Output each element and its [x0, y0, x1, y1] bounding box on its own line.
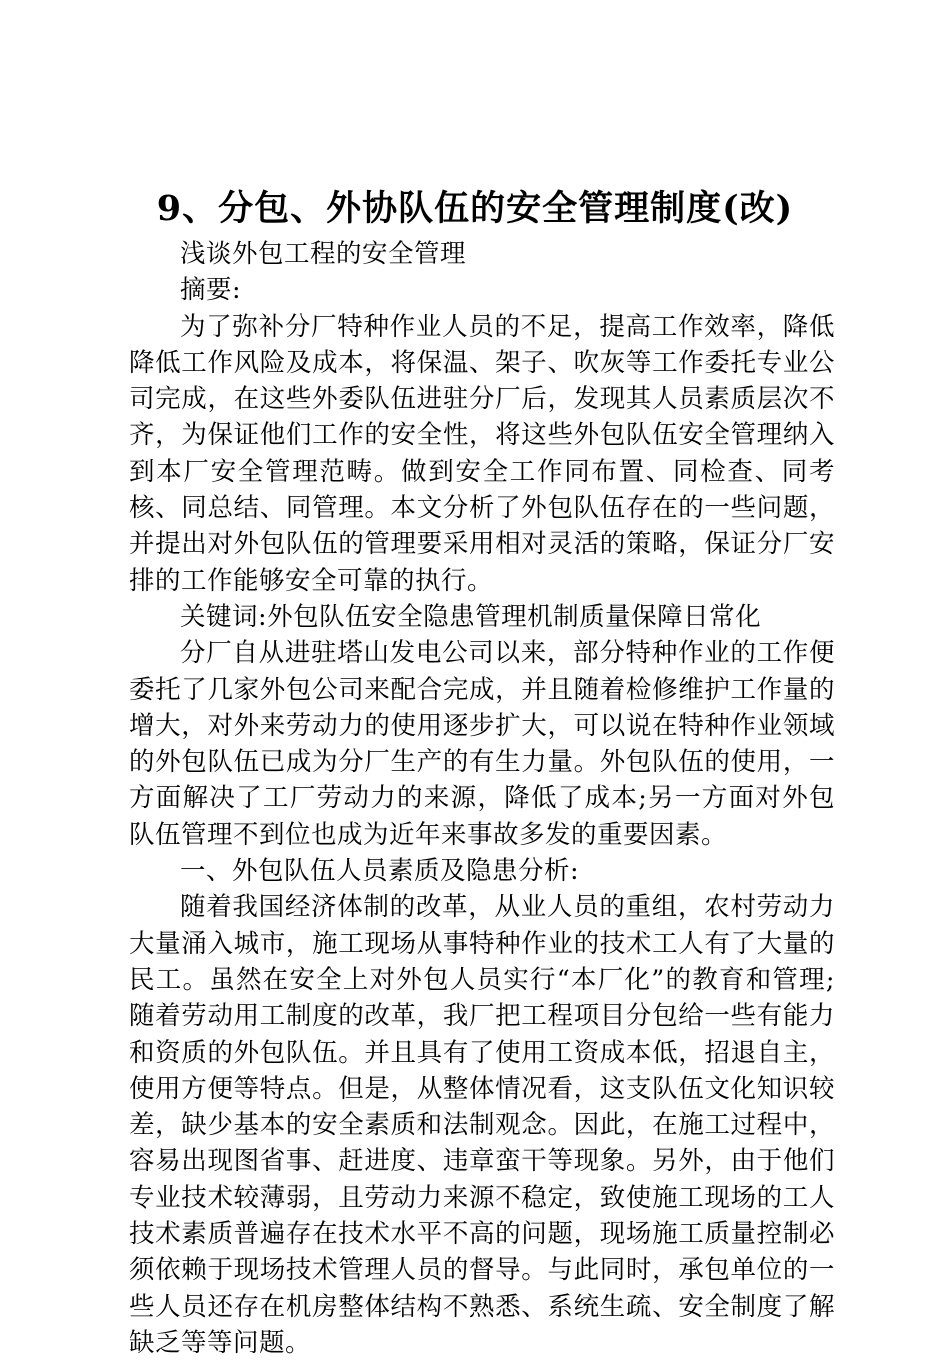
keywords-paragraph: 关键词:外包队伍安全隐患管理机制质量保障日常化	[180, 601, 762, 632]
body-paragraph: 随着我国经济体制的改革，从业人员的重组，农村劳动力大量涌入城市，施工现场从事特种作业的技术工人有了大量的民工。虽然在安全上对外包人员实行“本厂化”的教育和管理;随着劳动用工制度的改革，我厂把工程项目分包给一些有能力和资质的外包队伍。并且具有了使用工资成本低，招退自主，使用方便等特点。但是，从整体情况看，这支队伍文化知识较差，缺少基本的安全素质和法制观念。因此，在施工过程中，容易出现图省事、赶进度、违章蛮干等现象。另外，由于他们专业技术较薄弱，且劳动力来源不稳定，致使施工现场的工人技术素质普遍存在技术水平不高的问题，现场施工质量控制必须依赖于现场技术管理人员的督导。与此同时，承包单位的一些人员还存在机房整体结构不熟悉、系统生疏、安全制度了解缺乏等等问题。	[129, 892, 835, 1358]
abstract-paragraph: 为了弥补分厂特种作业人员的不足，提高工作效率，降低降低工作风险及成本，将保温、架子、吹灰等工作委托专业公司完成，在这些外委队伍进驻分厂后，发现其人员素质层次不齐，为保证他们工作的安全性，将这些外包队伍安全管理纳入到本厂安全管理范畴。做到安全工作同布置、同检查、同考核、同总结、同管理。本文分析了外包队伍存在的一些问题，并提出对外包队伍的管理要采用相对灵活的策略，保证分厂安排的工作能够安全可靠的执行。	[129, 311, 835, 596]
document-body	[129, 236, 835, 1361]
body-paragraph: 分厂自从进驻塔山发电公司以来，部分特种作业的工作便委托了几家外包公司来配合完成，并且随着检修维护工作量的增大，对外来劳动力的使用逐步扩大，可以说在特种作业领域的外包队伍已成为分厂生产的有生力量。外包队伍的使用，一方面解决了工厂劳动力的来源，降低了成本;另一方面对外包队伍管理不到位也成为近年来事故多发的重要因素。	[129, 638, 835, 850]
document-title: 9、分包、外协队伍的安全管理制度(改)	[156, 188, 794, 229]
abstract-heading: 摘要:	[180, 275, 242, 306]
section-heading: 一、外包队伍人员素质及隐患分析:	[180, 856, 580, 887]
subtitle-paragraph: 浅谈外包工程的安全管理	[180, 239, 467, 269]
